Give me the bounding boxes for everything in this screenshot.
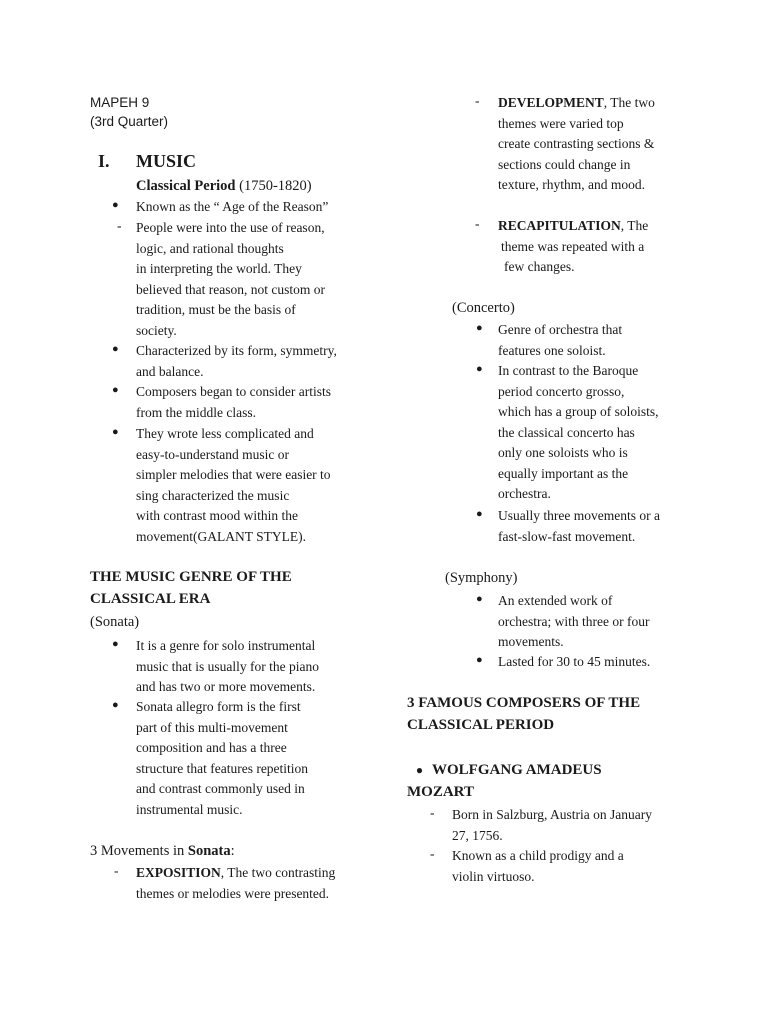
bullet-icon: ●	[112, 699, 119, 711]
bullet-text: Sonata allegro form is the first part of this multi-movement composition and has a three structure that features repetition and contrast commonly used in instrumental music.	[136, 699, 309, 817]
bullet-icon: ●	[476, 593, 483, 605]
bullet-text: It is a genre for solo instrumental music that is usually for the piano and has two or more movements.	[136, 638, 319, 694]
mozart-heading: ● WOLFGANG AMADEUS MOZART	[407, 759, 602, 803]
sonata-label: (Sonata)	[90, 614, 140, 630]
dash-text: RECAPITULATION, The theme was repeated with a few changes.	[498, 218, 649, 274]
dash-icon: -	[475, 93, 480, 108]
section-numeral: I.	[98, 151, 110, 171]
bullet-text: In contrast to the Baroque period concerto grosso, which has a group of soloists, the classical concerto has only one soloists who is equally important as the orchestra.	[498, 363, 659, 501]
period-heading	[136, 175, 312, 197]
dash-text: Born in Salzburg, Austria on January 27, 1756.	[452, 807, 652, 843]
bullet-text: An extended work of orchestra; with three or four movements.	[498, 593, 650, 649]
bullet-icon: ●	[112, 199, 119, 211]
composers-heading: 3 FAMOUS COMPOSERS OF THE CLASSICAL PERIOD	[407, 695, 641, 733]
bullet-icon: ●	[476, 654, 483, 666]
header-quarter: (3rd Quarter)	[90, 114, 169, 129]
bullet-text: They wrote less complicated and easy-to-understand music or simpler melodies that were easier to sing characterized the music with contrast mood within the movement(GALANT STYLE).	[136, 426, 331, 544]
dash-icon: -	[114, 863, 119, 878]
dash-icon: -	[430, 846, 435, 861]
dash-icon: -	[475, 216, 480, 231]
bullet-icon: ●	[112, 384, 119, 396]
section-title: MUSIC	[136, 151, 197, 171]
bullet-icon: ●	[476, 363, 483, 375]
bullet-icon: ●	[112, 343, 119, 355]
dash-text: People were into the use of reason, logic, and rational thoughts in interpreting the world. They believed that reason, not custom or tradition, must be the basis of society.	[136, 220, 325, 338]
period-years: (1750-1820)	[235, 178, 312, 194]
genre-heading: THE MUSIC GENRE OF THE CLASSICAL ERA	[90, 569, 292, 607]
bullet-icon: ●	[415, 763, 424, 777]
symphony-label: (Symphony)	[445, 570, 518, 586]
concerto-label: (Concerto)	[452, 300, 515, 316]
bullet-text: Known as the “ Age of the Reason”	[136, 199, 329, 214]
header-subject: MAPEH 9	[90, 95, 150, 110]
bullet-icon: ●	[112, 426, 119, 438]
bullet-text: Composers began to consider artists from the middle class.	[136, 384, 331, 420]
dash-text: EXPOSITION, The two contrasting themes or melodies were presented.	[136, 865, 336, 901]
dash-text: DEVELOPMENT, The two themes were varied top create contrasting sections & sections could change in texture, rhythm, and mood.	[498, 95, 655, 192]
bullet-text: Characterized by its form, symmetry, and balance.	[136, 343, 337, 379]
bullet-icon: ●	[112, 638, 119, 650]
bullet-text: Lasted for 30 to 45 minutes.	[498, 654, 651, 669]
movements-heading: 3 Movements in Sonata:	[90, 843, 235, 859]
bullet-icon: ●	[476, 508, 483, 520]
bullet-text: Genre of orchestra that features one soloist.	[498, 322, 623, 358]
bullet-icon: ●	[476, 322, 483, 334]
bullet-text: Usually three movements or a fast-slow-fast movement.	[498, 508, 660, 544]
dash-icon: -	[430, 805, 435, 820]
dash-icon: -	[117, 218, 122, 233]
period-title: Classical Period	[136, 178, 236, 194]
dash-text: Known as a child prodigy and a violin virtuoso.	[452, 848, 624, 884]
